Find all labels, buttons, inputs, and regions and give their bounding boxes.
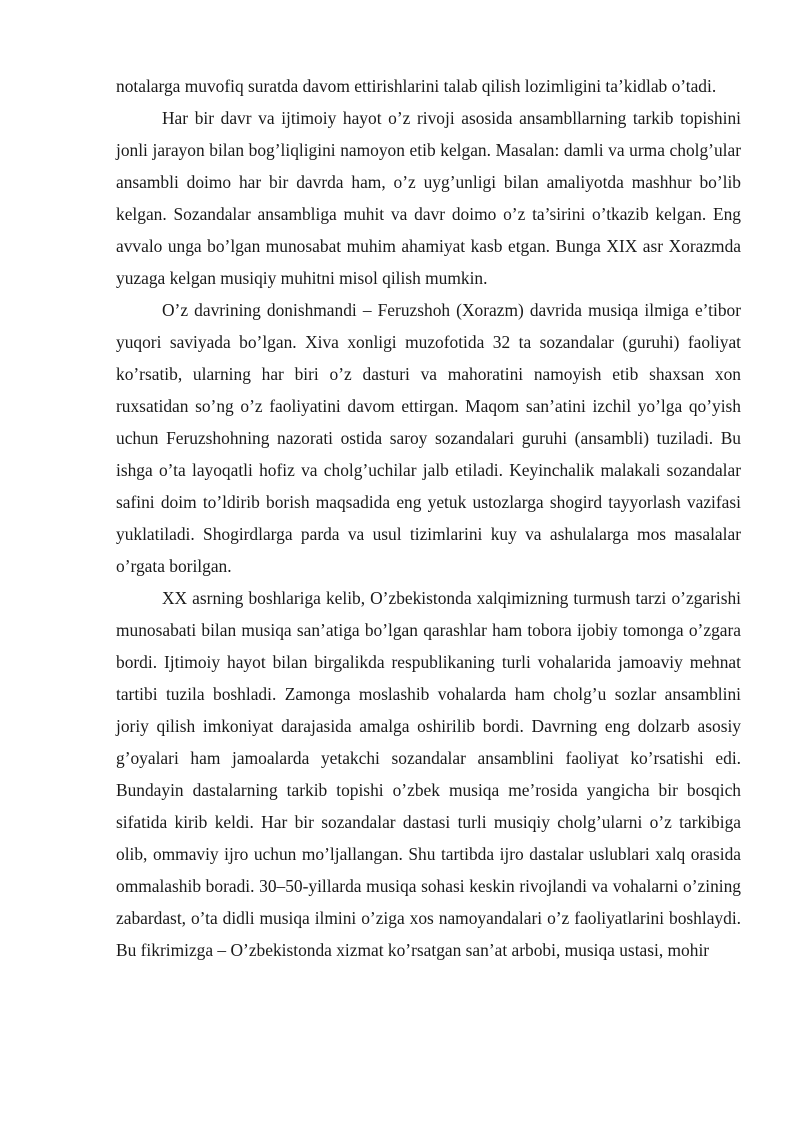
paragraph-feruzshoh: O’z davrining donishmandi – Feruzshoh (Xorazm) davrida musiqa ilmiga e’tibor yuqori saviyada bo’lgan. Xiva xonligi muzofotida 32 ta sozandalar (guruhi) faoliyat ko’rsatib, ularning har biri o’z dasturi va mahoratini namoyish etib shaxsan xon ruxsatidan so’ng o’z faoliyatini davom ettirgan. Maqom san’atini izchil yo’lga qo’yish uchun Feruzshohning nazorati ostida saroy sozandalari guruhi (ansambli) tuziladi. Bu ishga o’ta layoqatli hofiz va cholg’uchilar jalb etiladi. Keyinchalik malakali sozandalar safini doim to’ldirib borish maqsadida eng yetuk ustozlarga shogird tayyorlash vazifasi yuklatiladi. Shogirdlarga parda va usul tizimlarini kuy va ashulalarga mos masalalar o’rgata borilgan. <box>116 300 741 576</box>
paragraph-continuation: notalarga muvofiq suratda davom ettirishlarini talab qilish lozimligini ta’kidlab o’tadi. <box>116 76 717 96</box>
paragraph-twentieth-century: XX asrning boshlariga kelib, O’zbekistonda xalqimizning turmush tarzi o’zgarishi munosabati bilan musiqa san’atiga bo’lgan qarashlar ham tobora ijobiy tomonga o’zgara bordi. Ijtimoiy hayot bilan birgalikda respublikaning turli vohalarida jamoaviy mehnat tartibi tuzila boshladi. Zamonga moslashib vohalarda ham cholg’u sozlar ansamblini joriy qilish imkoniyat darajasida amalga oshirilib bordi. Davrning eng dolzarb asosiy g’oyalari ham jamoalarda yetakchi sozandalar ansamblini faoliyat ko’rsatishi edi. Bundayin dastalarning tarkib topishi o’zbek musiqa me’rosida yangicha bir bosqich sifatida kirib keldi. Har bir sozandalar dastasi turli musiqiy cholg’ularni o’z tarkibiga olib, ommaviy ijro uchun mo’ljallangan. Shu tartibda ijro dastalar uslublari xalq orasida ommalashib boradi. 30–50-yillarda musiqa sohasi keskin rivojlandi va vohalarni o’zining zabardast, o’ta didli musiqa ilmini o’ziga xos namoyandalari o’z faoliyatlarini boshlaydi. Bu fikrimizga – O’zbekistonda xizmat ko’rsatgan san’at arbobi, musiqa ustasi, mohir <box>116 588 741 960</box>
document-page <box>116 70 741 966</box>
paragraph-ensembles: Har bir davr va ijtimoiy hayot o’z rivoji asosida ansambllarning tarkib topishini jonli jarayon bilan bog’liqligini namoyon etib kelgan. Masalan: damli va urma cholg’ular ansambli doimo har bir davrda ham, o’z uyg’unligi bilan amaliyotda mashhur bo’lib kelgan. Sozandalar ansambliga muhit va davr doimo o’z ta’sirini o’tkazib kelgan. Eng avvalo unga bo’lgan munosabat muhim ahamiyat kasb etgan. Bunga XIX asr Xorazmda yuzaga kelgan musiqiy muhitni misol qilish mumkin. <box>116 108 741 288</box>
